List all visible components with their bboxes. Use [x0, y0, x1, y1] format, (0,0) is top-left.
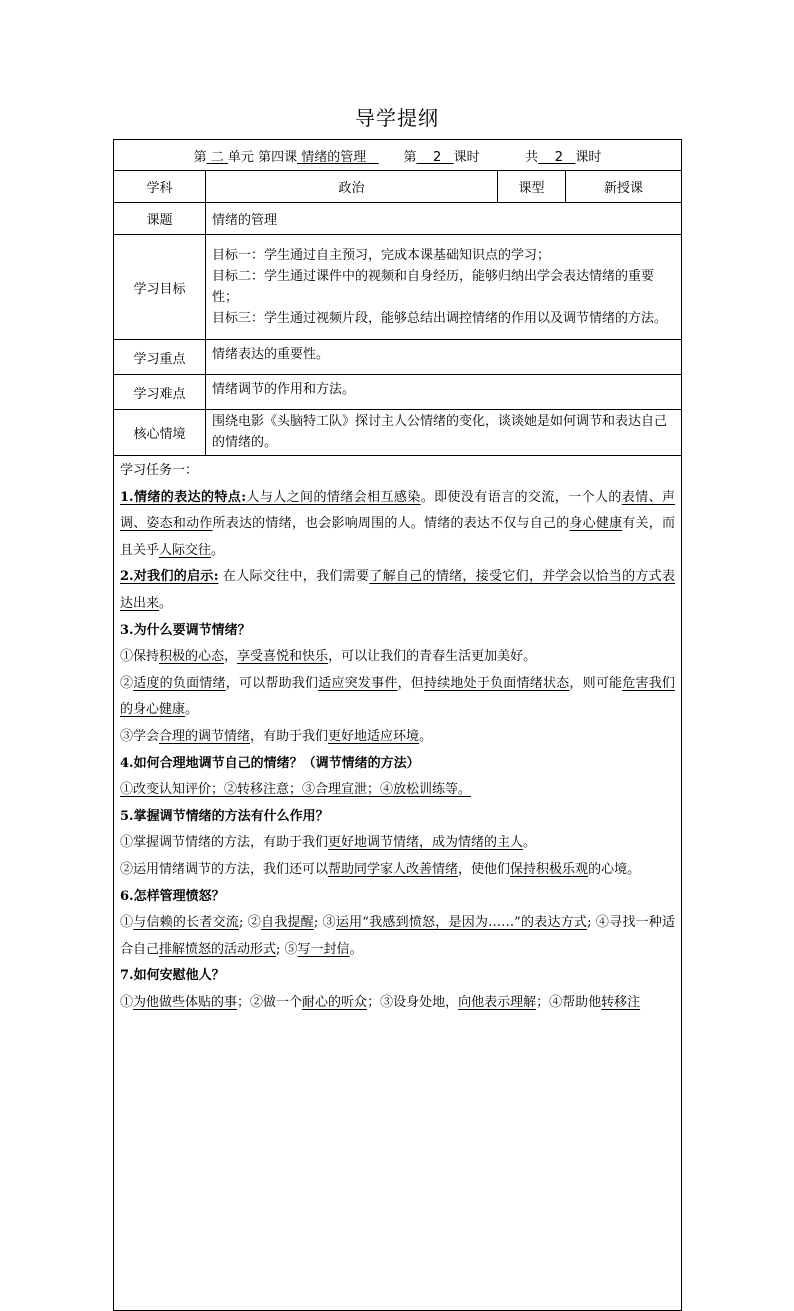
total-suffix: 课时 [575, 149, 602, 165]
lesson-header [194, 150, 602, 165]
document-title: 导学提纲 [355, 106, 439, 130]
topic-row [114, 203, 682, 235]
focus-value: 情绪表达的重要性。 [206, 340, 682, 375]
context-value: 围绕电影《头脑特工队》探讨主人公情绪的变化，谈谈她是如何调节和表达自己的情绪的。 [206, 410, 682, 456]
subject-row [114, 171, 682, 203]
section-5-item-2: ②运用情绪调节的方法，我们还可以帮助同学家人改善情绪，使他们保持积极乐观的心境。 [120, 861, 641, 877]
subject-label: 学科 [114, 171, 206, 203]
focus-label: 学习重点 [114, 340, 206, 375]
task-heading: 学习任务一： [120, 463, 199, 478]
section-5-title: 5.掌握调节情绪的方法有什么作用？ [120, 808, 329, 824]
goals-label: 学习目标 [114, 235, 206, 340]
difficulty-label: 学习难点 [114, 375, 206, 410]
section-5-item-1: ①掌握调节情绪的方法，有助于我们更好地调节情绪，成为情绪的主人。 [120, 835, 537, 851]
goal-1: 目标一：学生通过自主预习，完成本课基础知识点的学习； [212, 247, 551, 263]
difficulty-row [114, 375, 682, 410]
section-3-item-1: ①保持积极的心态，享受喜悦和快乐，可以让我们的青春生活更加美好。 [120, 649, 537, 665]
section-4-item-1: ①改变认知评价；②转移注意；③合理宣泄；④放松训练等。 [120, 782, 472, 798]
section-3-item-3: ③学会合理的调节情绪，有助于我们更好地适应环境。 [120, 728, 433, 744]
tasks-row [114, 456, 682, 1311]
period-prefix: 第 [403, 149, 417, 165]
unit-suffix: 单元 [227, 149, 254, 165]
goals-row [114, 235, 682, 340]
type-label: 课型 [498, 171, 566, 203]
goal-3: 目标三：学生通过视频片段，能够总结出调控情绪的作用以及调节情绪的方法。 [212, 310, 668, 326]
section-1-expression-features: 1.情绪的表达的特点:人与人之间的情绪会相互感染。即使没有语言的交流，一个人的表情、声调、姿态和动作所表达的情绪，也会影响周围的人。情绪的表达不仅与自己的身心健康有关，而且关乎人际交往。 [120, 489, 675, 558]
total-number: 2 [554, 149, 563, 165]
section-2-inspiration: 2.对我们的启示: 在人际交往中，我们需要了解自己的情绪，接受它们，并学会以恰当的方式表达出来。 [120, 569, 675, 611]
total-prefix: 共 [525, 149, 539, 165]
section-7-title: 7.如何安慰他人？ [120, 968, 225, 984]
lesson-prefix: 第四课 [258, 149, 298, 165]
context-label: 核心情境 [114, 410, 206, 456]
section-3-title: 3.为什么要调节情绪？ [120, 622, 251, 638]
section-6-title: 6.怎样管理愤怒？ [120, 888, 225, 904]
topic-label: 课题 [114, 203, 206, 235]
section-6-item-1: ①与信赖的长者交流; ②自我提醒; ③运用“我感到愤怒，是因为……”的表达方式; ④寻找一种适合自己排解愤怒的活动形式; ⑤写一封信。 [120, 915, 675, 957]
difficulty-value: 情绪调节的作用和方法。 [206, 375, 682, 410]
section-3-item-2: ②适度的负面情绪，可以帮助我们适应突发事件，但持续地处于负面情绪状态，则可能危害我们的身心健康。 [120, 675, 675, 718]
lesson-name: 情绪的管理 [301, 149, 367, 165]
goal-2: 目标二：学生通过课件中的视频和自身经历，能够归纳出学会表达情绪的重要性； [212, 268, 655, 305]
period-number: 2 [432, 149, 442, 165]
goals-cell [206, 235, 682, 340]
section-4-title: 4.如何合理地调节自己的情绪？（调节情绪的方法） [120, 755, 420, 771]
context-row [114, 410, 682, 456]
tasks-cell [114, 456, 682, 1311]
section-7-item-1: ①为他做些体贴的事；②做一个耐心的听众；③设身处地，向他表示理解；④帮助他转移注 [120, 994, 641, 1010]
lesson-header-row [114, 140, 682, 171]
focus-row [114, 340, 682, 375]
unit-number: 二 [210, 149, 224, 165]
subject-value: 政治 [206, 171, 498, 203]
study-guide-table [113, 139, 682, 1311]
topic-value: 情绪的管理 [206, 203, 682, 235]
type-value: 新授课 [566, 171, 682, 203]
unit-prefix: 第 [193, 149, 207, 165]
period-suffix: 课时 [453, 149, 480, 165]
